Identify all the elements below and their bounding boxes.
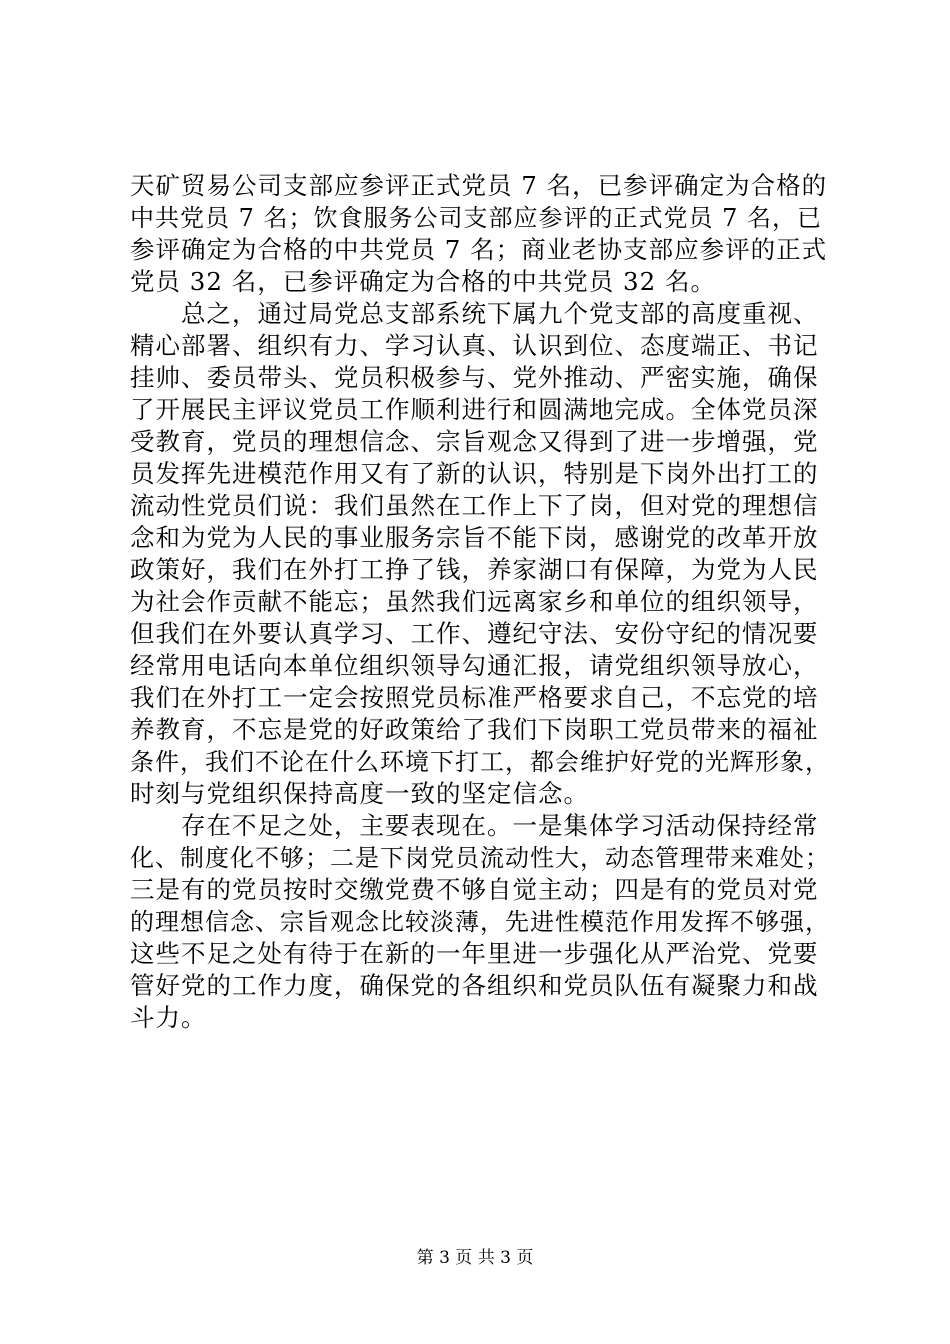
text-line: 挂帅、委员带头、党员积极参与、党外推动、严密实施，确保: [130, 363, 819, 392]
text-line: 受教育，党员的理想信念、宗旨观念又得到了进一步增强，党: [130, 427, 819, 456]
text-line: 党员 32 名，已参评确定为合格的中共党员 32 名。: [130, 267, 716, 296]
text-line: 为社会作贡献不能忘；虽然我们远离家乡和单位的组织领导，: [130, 587, 819, 616]
text-line: 员发挥先进模范作用又有了新的认识，特别是下岗外出打工的: [130, 459, 819, 488]
text-line: 参评确定为合格的中共党员 7 名；商业老协支部应参评的正式: [130, 235, 828, 264]
text-line: 总之，通过局党总支部系统下属九个党支部的高度重视、: [130, 299, 819, 328]
text-line: 念和为党为人民的事业服务宗旨不能下岗，感谢党的改革开放: [130, 523, 819, 552]
text-line: 的理想信念、宗旨观念比较淡薄，先进性模范作用发挥不够强，: [130, 908, 830, 936]
text-line: 时刻与党组织保持高度一致的坚定信念。: [130, 779, 589, 808]
page-number-footer: 第 3 页 共 3 页: [416, 1248, 534, 1268]
text-line: 了开展民主评议党员工作顺利进行和圆满地完成。全体党员深: [130, 395, 819, 424]
text-line: 三是有的党员按时交缴党费不够自觉主动；四是有的党员对党: [130, 875, 819, 904]
text-line: 斗力。: [130, 1003, 207, 1032]
text-line: 中共党员 7 名；饮食服务公司支部应参评的正式党员 7 名，已: [130, 204, 823, 232]
text-line: 管好党的工作力度，确保党的各组织和党员队伍有凝聚力和战: [130, 971, 819, 1000]
text-line: 这些不足之处有待于在新的一年里进一步强化从严治党、党要: [130, 939, 819, 968]
text-line: 我们在外打工一定会按照党员标准严格要求自己，不忘党的培: [130, 683, 819, 712]
text-line: 经常用电话向本单位组织领导勾通汇报，请党组织领导放心，: [130, 651, 819, 680]
text-line: 流动性党员们说：我们虽然在工作上下了岗，但对党的理想信: [130, 491, 819, 520]
text-line: 条件，我们不论在什么环境下打工，都会维护好党的光辉形象，: [130, 748, 830, 776]
text-line: 化、制度化不够；二是下岗党员流动性大，动态管理带来难处；: [130, 844, 830, 872]
text-line: 但我们在外要认真学习、工作、遵纪守法、安份守纪的情况要: [130, 619, 819, 648]
text-line: 天矿贸易公司支部应参评正式党员 7 名，已参评确定为合格的: [130, 171, 828, 200]
text-line: 存在不足之处，主要表现在。一是集体学习活动保持经常: [130, 811, 819, 840]
text-line: 精心部署、组织有力、学习认真、认识到位、态度端正、书记: [130, 331, 819, 360]
text-line: 政策好，我们在外打工挣了钱，养家湖口有保障，为党为人民: [130, 555, 819, 584]
text-line: 养教育，不忘是党的好政策给了我们下岗职工党员带来的福祉: [130, 715, 819, 744]
document-body: [130, 170, 830, 1034]
